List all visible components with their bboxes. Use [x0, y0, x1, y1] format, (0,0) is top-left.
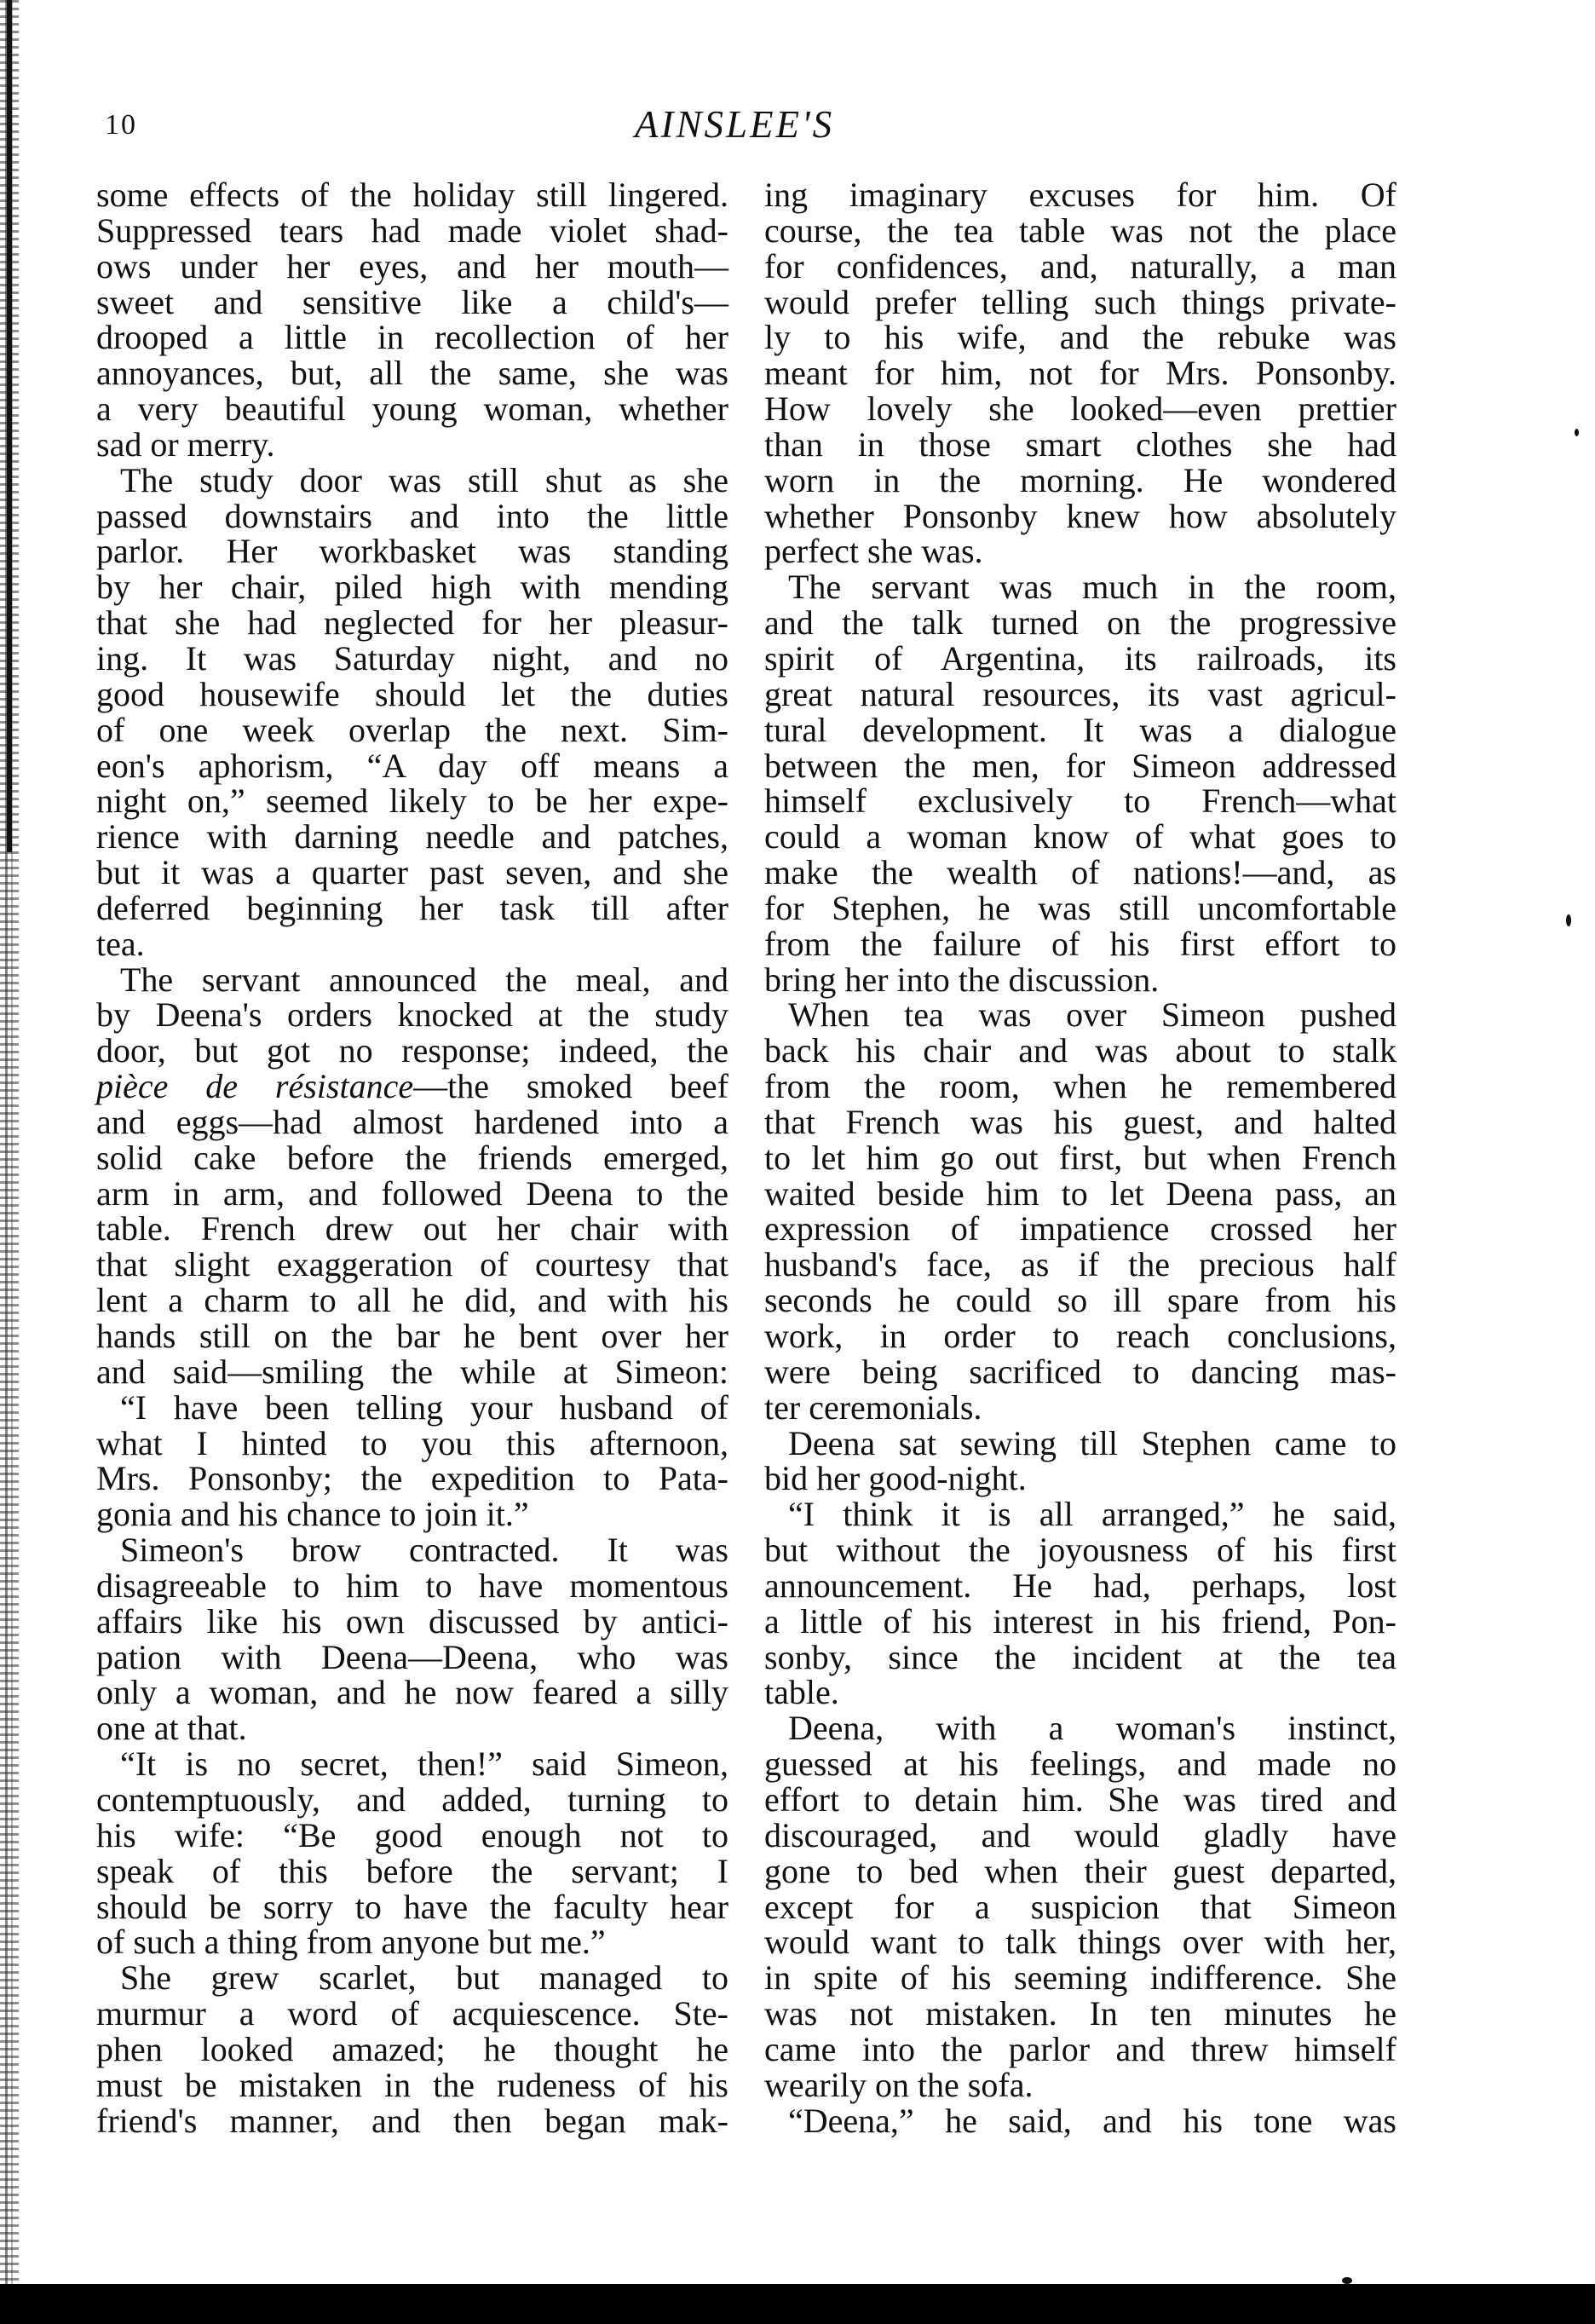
text-line: The servant announced the meal, and: [120, 960, 728, 999]
text-line: waited beside him to let Deena pass, an: [764, 1174, 1396, 1213]
text-line: of one week overlap the next. Sim-: [96, 710, 728, 749]
text-line: parlor. Her workbasket was standing: [96, 532, 728, 571]
text-line: some effects of the holiday still lingered.: [96, 176, 728, 214]
text-line: seconds he could so ill spare from his: [764, 1281, 1396, 1320]
text-line: by Deena's orders knocked at the study: [96, 995, 728, 1035]
text-line: disagreeable to him to have momentous: [96, 1566, 728, 1605]
text-line: rience with darning needle and patches,: [96, 817, 728, 856]
text-line: speak of this before the servant; I: [96, 1851, 728, 1890]
text-line: “I think it is all arranged,” he said,: [788, 1495, 1396, 1534]
text-line: murmur a word of acquiescence. Ste-: [96, 1994, 728, 2033]
text-line: eon's aphorism, “A day off means a: [96, 746, 728, 785]
text-line: annoyances, but, all the same, she was: [96, 354, 728, 393]
text-line: could a woman know of what goes to: [764, 817, 1396, 856]
text-line: was not mistaken. In ten minutes he: [764, 1994, 1396, 2033]
text-line: sad or merry.: [96, 424, 275, 464]
text-line: back his chair and was about to stalk: [764, 1031, 1396, 1070]
text-line: deferred beginning her task till after: [96, 888, 728, 927]
text-line: lent a charm to all he did, and with his: [96, 1281, 728, 1320]
text-line: but it was a quarter past seven, and she: [96, 853, 728, 892]
text-line: would want to talk things over with her,: [764, 1923, 1396, 1962]
ink-speck: [1342, 2277, 1352, 2284]
text-line: friend's manner, and then began mak-: [96, 2101, 728, 2140]
text-line: for confidences, and, naturally, a man: [764, 246, 1396, 285]
text-line: gonia and his chance to join it.”: [96, 1495, 529, 1534]
text-line: whether Ponsonby knew how absolutely: [764, 496, 1396, 535]
text-line: Deena sat sewing till Stephen came to: [788, 1423, 1396, 1462]
text-line: pation with Deena—Deena, who was: [96, 1637, 728, 1676]
text-line: and the talk turned on the progressive: [764, 603, 1396, 643]
text-line: and said—smiling the while at Simeon:: [96, 1352, 728, 1391]
text-column-left: [96, 177, 728, 2138]
text-line: between the men, for Simeon addressed: [764, 746, 1396, 785]
text-line: When tea was over Simeon pushed: [788, 995, 1396, 1035]
text-line: discouraged, and would gladly have: [764, 1815, 1396, 1854]
text-line: to let him go out first, but when French: [764, 1138, 1396, 1177]
text-line: that French was his guest, and halted: [764, 1102, 1396, 1141]
text-line: arm in arm, and followed Deena to the: [96, 1174, 728, 1213]
running-title: AINSLEE'S: [635, 103, 835, 146]
text-line: gone to bed when their guest departed,: [764, 1851, 1396, 1890]
page-number: 10: [105, 109, 137, 141]
text-line: “Deena,” he said, and his tone was: [788, 2101, 1396, 2140]
text-line: phen looked amazed; he thought he: [96, 2029, 728, 2068]
text-line: She grew scarlet, but managed to: [120, 1958, 728, 1998]
text-line: and eggs—had almost hardened into a: [96, 1102, 728, 1141]
text-line: solid cake before the friends emerged,: [96, 1138, 728, 1177]
running-header: [0, 101, 1595, 152]
text-line: his wife: “Be good enough not to: [96, 1815, 728, 1854]
text-line: ter ceremonials.: [764, 1387, 982, 1427]
text-line: great natural resources, its vast agricul-: [764, 674, 1396, 713]
text-line: came into the parlor and threw himself: [764, 2029, 1396, 2068]
text-line: The study door was still shut as she: [120, 460, 728, 499]
text-line: bring her into the discussion.: [764, 960, 1160, 999]
text-line: “It is no secret, then!” said Simeon,: [120, 1744, 728, 1784]
text-line: himself exclusively to French—what: [764, 781, 1396, 821]
text-line: work, in order to reach conclusions,: [764, 1317, 1396, 1355]
text-line: The servant was much in the room,: [788, 568, 1396, 607]
text-line: bid her good-night.: [764, 1459, 1027, 1498]
text-line: [96, 1069, 728, 1104]
text-line: spirit of Argentina, its railroads, its: [764, 638, 1396, 678]
text-line: by her chair, piled high with mending: [96, 568, 728, 607]
text-line: of such a thing from anyone but me.”: [96, 1923, 606, 1962]
text-line: should be sorry to have the faculty hear: [96, 1887, 728, 1926]
text-line: Suppressed tears had made violet shad-: [96, 210, 728, 250]
text-line: meant for him, not for Mrs. Ponsonby.: [764, 354, 1396, 393]
text-line: drooped a little in recollection of her: [96, 318, 728, 357]
scan-bottom-edge: [0, 2284, 1595, 2324]
text-line: must be mistaken in the rudeness of his: [96, 2065, 728, 2104]
text-line: sonby, since the incident at the tea: [764, 1637, 1396, 1676]
text-line: were being sacrificed to dancing mas-: [764, 1352, 1396, 1391]
text-line: ing imaginary excuses for him. Of: [764, 176, 1396, 214]
line-text: —the smoked beef: [413, 1067, 728, 1106]
text-line: one at that.: [96, 1709, 247, 1748]
text-line: contemptuously, and added, turning to: [96, 1779, 728, 1819]
text-line: only a woman, and he now feared a silly: [96, 1673, 728, 1712]
text-line: that slight exaggeration of courtesy that: [96, 1245, 728, 1284]
text-line: affairs like his own discussed by antici-: [96, 1601, 728, 1641]
text-line: but without the joyousness of his first: [764, 1531, 1396, 1570]
italic-phrase: pièce de résistance: [96, 1067, 414, 1106]
text-line: How lovely she looked—even prettier: [764, 389, 1396, 429]
text-line: husband's face, as if the precious half: [764, 1245, 1396, 1284]
text-line: except for a suspicion that Simeon: [764, 1887, 1396, 1926]
text-line: for Stephen, he was still uncomfortable: [764, 888, 1396, 927]
text-line: worn in the morning. He wondered: [764, 460, 1396, 499]
text-line: a very beautiful young woman, whether: [96, 389, 728, 429]
text-line: table. French drew out her chair with: [96, 1209, 728, 1249]
text-line: tea.: [96, 924, 145, 963]
text-line: in spite of his seeming indifference. She: [764, 1958, 1396, 1998]
text-line: wearily on the sofa.: [764, 2065, 1034, 2104]
text-line: announcement. He had, perhaps, lost: [764, 1566, 1396, 1605]
text-line: Mrs. Ponsonby; the expedition to Pata-: [96, 1459, 728, 1498]
text-line: a little of his interest in his friend, Pon-: [764, 1601, 1396, 1641]
text-line: Simeon's brow contracted. It was: [120, 1531, 728, 1570]
text-line: good housewife should let the duties: [96, 674, 728, 713]
text-line: hands still on the bar he bent over her: [96, 1317, 728, 1355]
text-line: ing. It was Saturday night, and no: [96, 638, 728, 678]
text-line: door, but got no response; indeed, the: [96, 1031, 728, 1070]
text-line: from the failure of his first effort to: [764, 924, 1396, 963]
text-line: that she had neglected for her pleasur-: [96, 603, 728, 643]
text-line: effort to detain him. She was tired and: [764, 1779, 1396, 1819]
text-line: “I have been telling your husband of: [120, 1387, 728, 1427]
text-line: guessed at his feelings, and made no: [764, 1744, 1396, 1784]
text-line: from the room, when he remembered: [764, 1067, 1396, 1106]
text-line: night on,” seemed likely to be her expe-: [96, 781, 728, 821]
ink-speck: [1566, 914, 1571, 926]
text-column-right: [764, 177, 1396, 2138]
text-line: make the wealth of nations!—and, as: [764, 853, 1396, 892]
ink-speck: [1575, 429, 1579, 436]
text-line: tural development. It was a dialogue: [764, 710, 1396, 749]
text-line: ows under her eyes, and her mouth—: [96, 246, 728, 285]
text-line: would prefer telling such things private-: [764, 282, 1396, 321]
text-line: sweet and sensitive like a child's—: [96, 282, 728, 321]
text-line: passed downstairs and into the little: [96, 496, 728, 535]
text-line: what I hinted to you this afternoon,: [96, 1423, 728, 1462]
text-line: than in those smart clothes she had: [764, 424, 1396, 464]
text-line: perfect she was.: [764, 532, 983, 571]
text-line: Deena, with a woman's instinct,: [788, 1709, 1396, 1748]
text-line: expression of impatience crossed her: [764, 1209, 1396, 1249]
text-line: ly to his wife, and the rebuke was: [764, 318, 1396, 357]
text-line: course, the tea table was not the place: [764, 210, 1396, 250]
text-line: table.: [764, 1673, 839, 1712]
